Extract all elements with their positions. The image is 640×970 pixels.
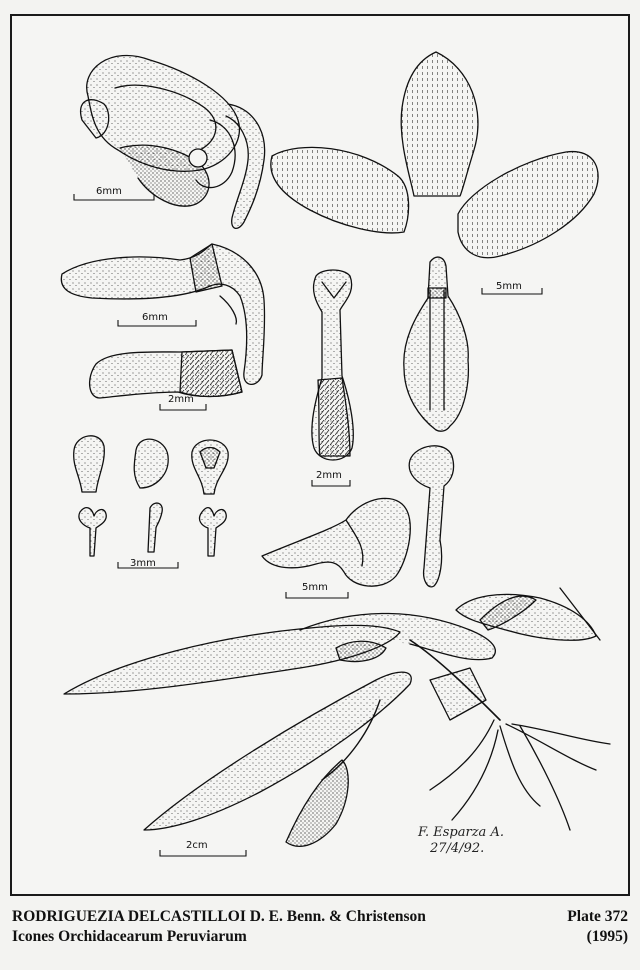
dorsal-sepal	[401, 52, 478, 196]
artist-signature: F. Esparza A.	[418, 825, 504, 840]
column-back-view	[404, 257, 469, 431]
scale-label-perianth: 5mm	[496, 281, 522, 292]
signature-date: 27/4/92.	[430, 841, 485, 856]
scale-label-pollinarium: 3mm	[130, 558, 156, 569]
scale-label-habit: 2cm	[186, 840, 208, 851]
scale-label-lip-profile: 5mm	[302, 582, 328, 593]
lip-profile	[262, 498, 410, 586]
column-front-view	[312, 270, 353, 460]
plate-caption	[12, 908, 628, 964]
pollinarium-views	[79, 503, 226, 556]
scale-label-column: 2mm	[316, 470, 342, 481]
lateral-sepal-right	[458, 152, 598, 258]
flower-side-view	[81, 55, 265, 228]
plate-number: Plate 372	[567, 908, 628, 925]
plate-year: (1995)	[586, 928, 628, 945]
plant-habit	[64, 588, 610, 846]
species-title: RODRIGUEZIA DELCASTILLOI D. E. Benn. & Christenson	[12, 908, 426, 925]
column-with-anther	[409, 446, 453, 587]
anther-cap-views	[74, 436, 229, 494]
scale-label-flower: 6mm	[96, 186, 122, 197]
series-title: Icones Orchidacearum Peruviarum	[12, 928, 247, 945]
lip-top-view	[90, 350, 242, 398]
lateral-sepal-left	[271, 147, 409, 233]
scale-label-lip-side: 6mm	[142, 312, 168, 323]
scale-label-lip-top: 2mm	[168, 394, 194, 405]
